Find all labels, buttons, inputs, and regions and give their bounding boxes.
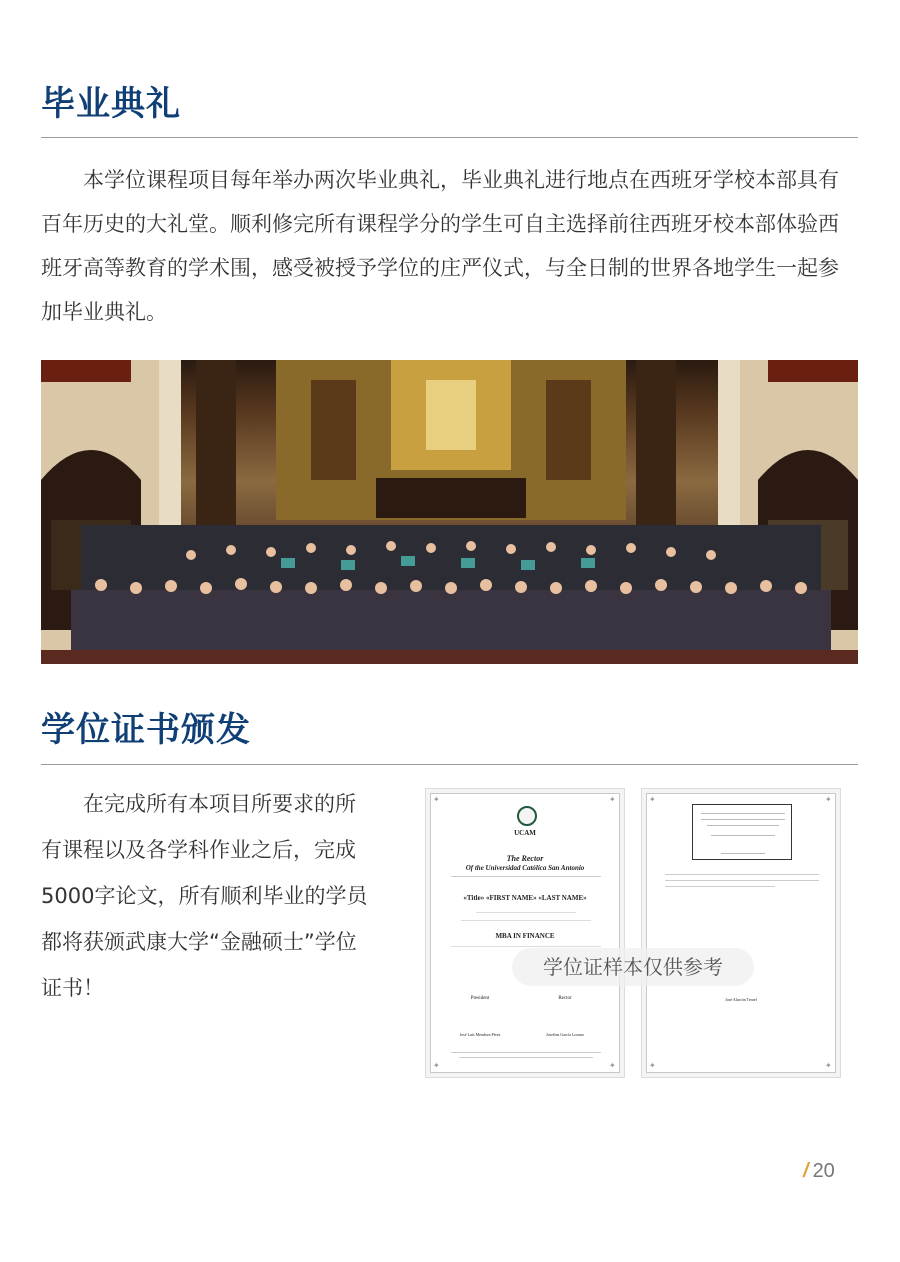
sample-watermark: 学位证样本仅供参考 <box>512 948 754 986</box>
cert-heading-university: Of the Universidad Católica San Antonio <box>465 864 585 872</box>
page-number <box>803 1160 835 1183</box>
graduation-paragraph: 本学位课程项目每年举办两次毕业典礼，毕业典礼进行地点在西班牙学校本部具有百年历史的大礼堂。顺利修完所有课程学分的学生可自主选择前往西班牙校本部体验西班牙高等教育的学术围，感受被授予学位的庄严仪式，与全日制的世界各地学生一起参加毕业典礼。 <box>41 168 839 324</box>
section-title-graduation: 毕业典礼 <box>41 84 181 124</box>
graduation-ceremony-photo <box>41 360 858 664</box>
cert-name-line: «Title» «FIRST NAME» «LAST NAME» <box>463 894 587 902</box>
university-seal-icon <box>517 806 537 826</box>
section-title-degree-certificate: 学位证书颁发 <box>41 710 251 750</box>
cert-text-lines <box>665 886 775 887</box>
page-number-value: 20 <box>812 1160 835 1182</box>
certificate-back-sample: ✦ ✦ ✦ ✦ José Alarcón Teruel <box>646 793 836 1073</box>
cert-sign-right-role: Rector <box>558 996 572 1001</box>
cert-back-sign-name: José Alarcón Teruel <box>725 997 757 1002</box>
section-divider <box>41 764 858 765</box>
cert-sign-left-role: President <box>470 996 490 1001</box>
cert-sign-left-name: José Luis Mendoza Pérez <box>459 1032 501 1037</box>
cert-text-lines <box>665 874 819 875</box>
ceremony-illustration <box>41 360 858 664</box>
certificate-paragraph: 在完成所有本项目所要求的所有课程以及各学科作业之后，完成5000字论文，所有顺利毕业的学员都将获颁武康大学“金融硕士”学位证书！ <box>41 792 368 1000</box>
registration-box <box>692 804 792 860</box>
cert-sign-right-name: Josefina García Lozano <box>546 1032 584 1037</box>
cert-text-lines <box>665 880 819 881</box>
certificate-front-sample: ✦ ✦ ✦ ✦ UCAM The Rector Of the Universidad Católica San Antonio «Title» «FIRST NAME» «LAST NAME» MBA IN FINANCE President Rector José Luis Mendoza Pérez Josefina García Lozano <box>430 793 620 1073</box>
cert-text-lines <box>461 920 591 921</box>
cert-text-lines <box>451 1052 601 1053</box>
cert-heading-rector: The Rector <box>506 854 544 863</box>
cert-text-lines <box>451 876 601 878</box>
section-divider <box>41 137 858 138</box>
university-logo-text: UCAM <box>514 829 536 837</box>
page-slash: / <box>803 1160 809 1182</box>
cert-text-lines <box>459 1057 593 1058</box>
cert-text-lines <box>451 946 601 947</box>
cert-degree: MBA IN FINANCE <box>495 932 555 940</box>
cert-text-lines <box>476 912 576 913</box>
